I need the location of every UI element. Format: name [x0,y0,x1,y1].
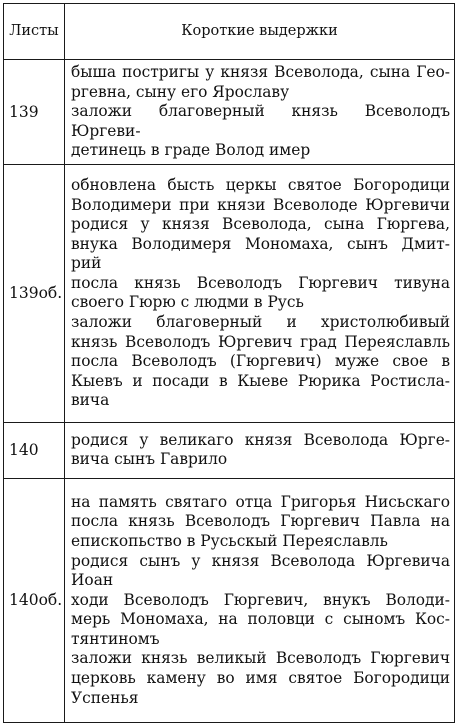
excerpt-line: тянтиномъ [71,629,160,648]
excerpt-line: вича сынъ Гаврило [71,450,228,469]
excerpt-cell [65,164,455,422]
leaf-number: 140об. [4,478,65,722]
leaf-number: 139об. [4,164,65,422]
excerpt-line: заложи благоверный князь Всеволодъ Юргеви- [71,102,450,140]
excerpt-line: посла Всеволодъ (Гюргевич) муже свое в [71,352,450,371]
excerpt-cell [65,422,455,478]
table-row [4,422,455,478]
excerpt-line: князь Всеволодъ Юргевич град Переяславль [71,332,450,351]
table-header-row [4,4,455,60]
excerpt-line: посла князь Всеволодъ Гюргевич тивуна [71,273,450,292]
leaf-number: 140 [4,422,65,478]
excerpts-table [3,3,455,723]
excerpt-line: заложи благоверный и христолюбивый [71,313,450,332]
excerpt-line: ргевна, сыну его Ярославу [71,82,290,101]
excerpt-line: епископьство в Русьскый Переяславль [71,531,388,550]
table-row [4,60,455,165]
excerpt-line: своего Гюрю с людми в Русь [71,293,304,312]
excerpt-line: внука Володимеря Мономаха, сынъ Дмит- [71,234,450,253]
excerpt-line: мерь Мономаха, на половци с сыномъ Кос- [71,610,450,629]
excerpt-line: детинець в граде Волод имер [71,141,311,160]
excerpt-line: вича [71,391,110,410]
excerpt-line: рий [71,254,102,273]
excerpt-line: Иоан [71,571,114,590]
excerpt-cell [65,60,455,165]
table-row [4,164,455,422]
excerpt-line: родися у великаго князя Всеволода Юрге- [71,430,450,449]
excerpt-line: родися сынъ у князя Всеволода Юргевича [71,551,450,570]
excerpt-line: ходи Всеволодъ Гюргевич, внукъ Володи- [71,590,450,609]
excerpt-line: обновлена бысть церкы святое Богородици [71,175,450,194]
excerpt-line: посла князь Всеволодъ Гюргевич Павла на [71,512,450,531]
excerpt-cell [65,478,455,722]
excerpt-line: Володимери при князи Всеволоде Юргевичи [71,195,450,214]
table-row [4,478,455,722]
excerpt-line: церковь камену во имя святое Богородици [71,669,450,688]
excerpt-line: Кыевъ и посади в Кыеве Рюрика Ростисла- [71,371,450,390]
header-sheets: Листы [4,4,65,60]
excerpt-line: заложи князь великый Всеволодъ Гюргевич [71,649,450,668]
leaf-number: 139 [4,60,65,165]
excerpt-line: родися у князя Всеволода, сына Гюргева, [71,215,450,234]
excerpt-line: быша постригы у князя Всеволода, сына Гео- [71,63,450,81]
excerpt-line: на память святаго отца Григорья Нисьскаго [71,492,450,511]
header-excerpts: Короткие выдержки [65,4,455,60]
excerpt-line: Успенья [71,688,139,707]
